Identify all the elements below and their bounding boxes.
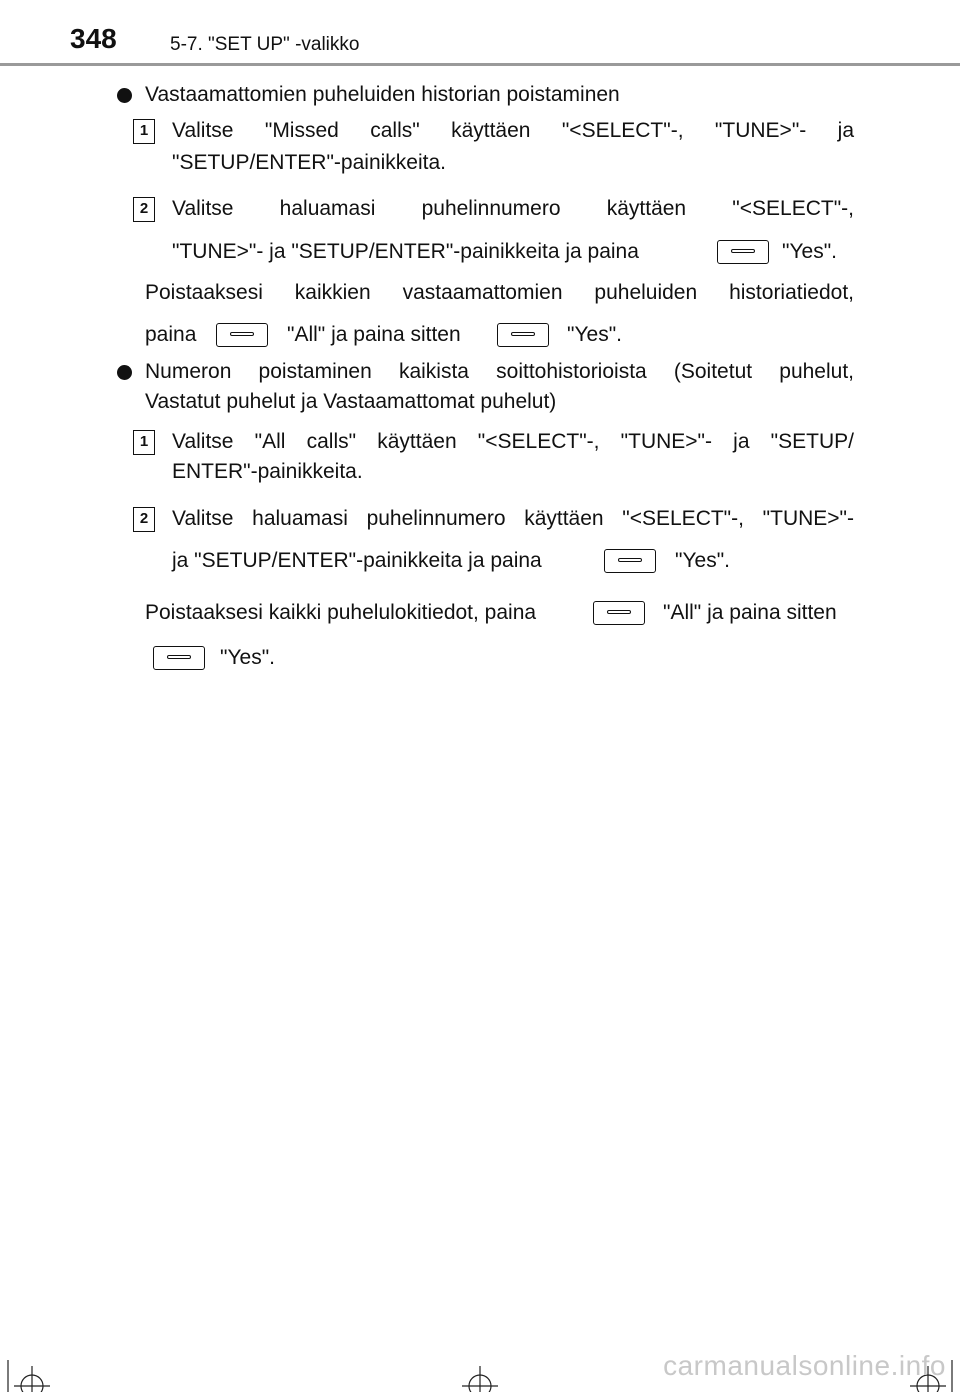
bullet-icon bbox=[117, 88, 132, 103]
section2-step1-line1: Valitse "All calls" käyttäen "<SELECT"-, "TUNE>"- ja "SETUP/ bbox=[172, 430, 854, 453]
section1-heading: Vastaamattomien puheluiden historian poistaminen bbox=[145, 83, 620, 106]
section-title: 5-7. "SET UP" -valikko bbox=[170, 34, 360, 55]
section1-step2-line2: "TUNE>"- ja "SETUP/ENTER"-painikkeita ja paina bbox=[172, 240, 639, 263]
page-number: 348 bbox=[70, 23, 117, 54]
back-key-icon bbox=[604, 549, 656, 573]
back-key-icon bbox=[593, 601, 645, 625]
section1-step1-line1: Valitse "Missed calls" käyttäen "<SELECT"-, "TUNE>"- ja bbox=[172, 119, 854, 142]
section2-step1-line2: ENTER"-painikkeita. bbox=[172, 460, 363, 483]
yes-label: "Yes". bbox=[220, 646, 276, 669]
section2-note-line1-end: "All" ja paina sitten bbox=[663, 601, 837, 624]
section2-heading-line2: Vastatut puhelut ja Vastaamattomat puhelut) bbox=[145, 390, 557, 413]
section1-step1-line2: "SETUP/ENTER"-painikkeita. bbox=[172, 151, 446, 174]
header-divider bbox=[0, 63, 960, 66]
step-number-badge: 2 bbox=[133, 197, 155, 222]
section2-step2-line1: Valitse haluamasi puhelinnumero käyttäen "<SELECT"-, "TUNE>"- bbox=[172, 507, 854, 530]
step-number-badge: 1 bbox=[133, 119, 155, 144]
page-header bbox=[0, 0, 960, 66]
yes-label: "Yes". bbox=[567, 323, 623, 346]
step-number-badge: 2 bbox=[133, 507, 155, 532]
section2-note-line1: Poistaaksesi kaikki puhelulokitiedot, paina bbox=[145, 601, 537, 624]
section1-step2-line1: Valitse haluamasi puhelinnumero käyttäen "<SELECT"-, bbox=[172, 197, 854, 220]
bullet-icon bbox=[117, 365, 132, 380]
back-key-icon bbox=[497, 323, 549, 347]
back-key-icon bbox=[717, 240, 769, 264]
back-key-icon bbox=[153, 646, 205, 670]
step-number-badge: 1 bbox=[133, 430, 155, 455]
section2-step2-line2: ja "SETUP/ENTER"-painikkeita ja paina bbox=[172, 549, 542, 572]
section2-heading-line1: Numeron poistaminen kaikista soittohistorioista (Soitetut puhelut, bbox=[145, 360, 854, 383]
section1-note-line1: Poistaaksesi kaikkien vastaamattomien puheluiden historiatiedot, bbox=[145, 281, 854, 304]
yes-label: "Yes". bbox=[782, 240, 838, 263]
watermark: carmanualsonline.info bbox=[663, 1350, 946, 1381]
section1-note-line2-start: paina bbox=[145, 323, 197, 346]
section1-note-line2-mid: "All" ja paina sitten bbox=[287, 323, 461, 346]
yes-label: "Yes". bbox=[675, 549, 731, 572]
back-key-icon bbox=[216, 323, 268, 347]
